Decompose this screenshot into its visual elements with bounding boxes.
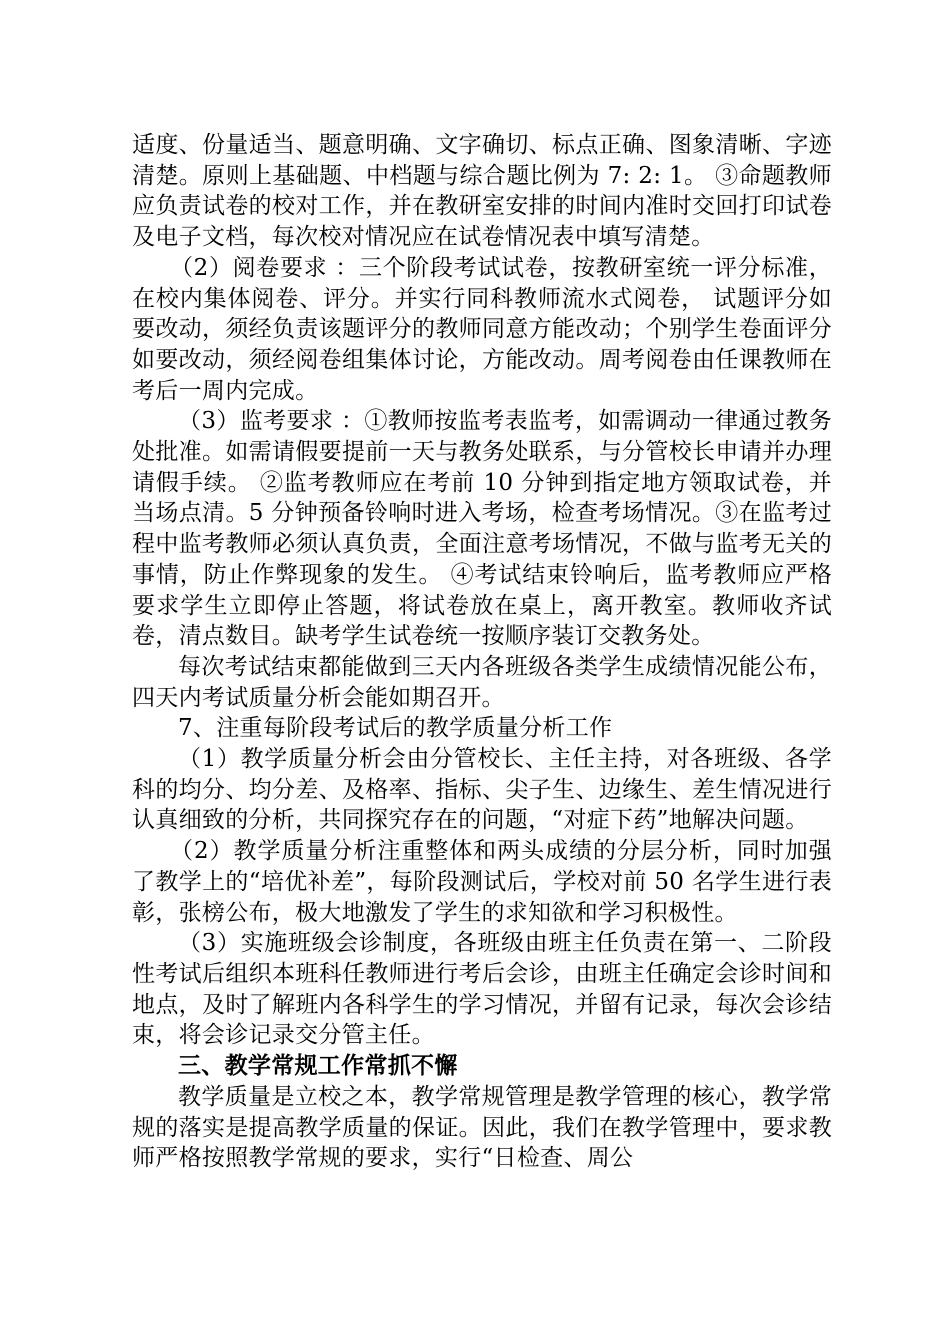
paragraph-teaching-quality-foundation: 教学质量是立校之本，教学常规管理是教学管理的核心，教学常规的落实是提高教学质量的保证。因此，我们在教学管理中，要求教师严格按照教学常规的要求，实行“日检查、周公 <box>132 1083 832 1172</box>
paragraph-results-publication: 每次考试结束都能做到三天内各班级各类学生成绩情况能公布，四天内考试质量分析会能如期召开。 <box>132 653 832 711</box>
paragraph-layered-analysis: （2）教学质量分析注重整体和两头成绩的分层分析，同时加强了教学上的“培优补差”，每阶段测试后，学校对前 50 名学生进行表彰，张榜公布，极大地激发了学生的求知欲和学习积极性。 <box>132 838 832 926</box>
paragraph-quality-analysis-meeting: （1）教学质量分析会由分管校长、主任主持，对各班级、各学科的均分、均分差、及格率、指标、尖子生、边缘生、差生情况进行认真细致的分析，共同探究存在的问题，“对症下药”地解决问题。 <box>132 746 832 834</box>
paragraph-invigilation-requirements: （3）监考要求 ：①教师按监考表监考，如需调动一律通过教务处批准。如需请假要提前一天与教务处联系，与分管校长申请并办理请假手续。 ②监考教师应在考前 10 分钟到指定地方领取试卷，并当场点清。5 分钟预备铃响时进入考场，检查考场情况。③在监考过程中监考教师必须认真负责，全面注意考场情况，不做与监考无关的事情，防止作弊现象的发生。 ④考试结束铃响后，监考教师应严格要求学生立即停止答题，将试卷放在桌上，离开教室。教师收齐试卷，清点数目。缺考学生试卷统一按顺序装订交教务处。 <box>132 408 832 650</box>
paragraph-class-consultation: （3）实施班级会诊制度，各班级由班主任负责在第一、二阶段性考试后组织本班科任教师进行考后会诊，由班主任确定会诊时间和地点，及时了解班内各科学生的学习情况，并留有记录，每次会诊结束，将会诊记录交分管主任。 <box>132 930 832 1049</box>
paragraph-marking-requirements: （2）阅卷要求 ：三个阶段考试试卷，按教研室统一评分标准，在校内集体阅卷、评分。并实行同科教师流水式阅卷， 试题评分如要改动，须经负责该题评分的教师同意方能改动；个别学生卷面评分如要改动，须经阅卷组集体讨论，方能改动。周考阅卷由任课教师在考后一周内完成。 <box>132 254 832 404</box>
paragraph-section-7-title: 7、注重每阶段考试后的教学质量分析工作 <box>178 715 613 742</box>
document-page <box>132 130 832 1174</box>
paragraph-exam-paper-requirements: 适度、份量适当、题意明确、文字确切、标点正确、图象清晰、字迹清楚。原则上基础题、中档题与综合题比例为 7: 2: 1。 ③命题教师应负责试卷的校对工作，并在教研室安排的时间内准时交回打印试卷及电子文档，每次校对情况应在试卷情况表中填写清楚。 <box>132 132 832 251</box>
section-heading-teaching-routine: 三、教学常规工作常抓不懈 <box>178 1052 458 1080</box>
